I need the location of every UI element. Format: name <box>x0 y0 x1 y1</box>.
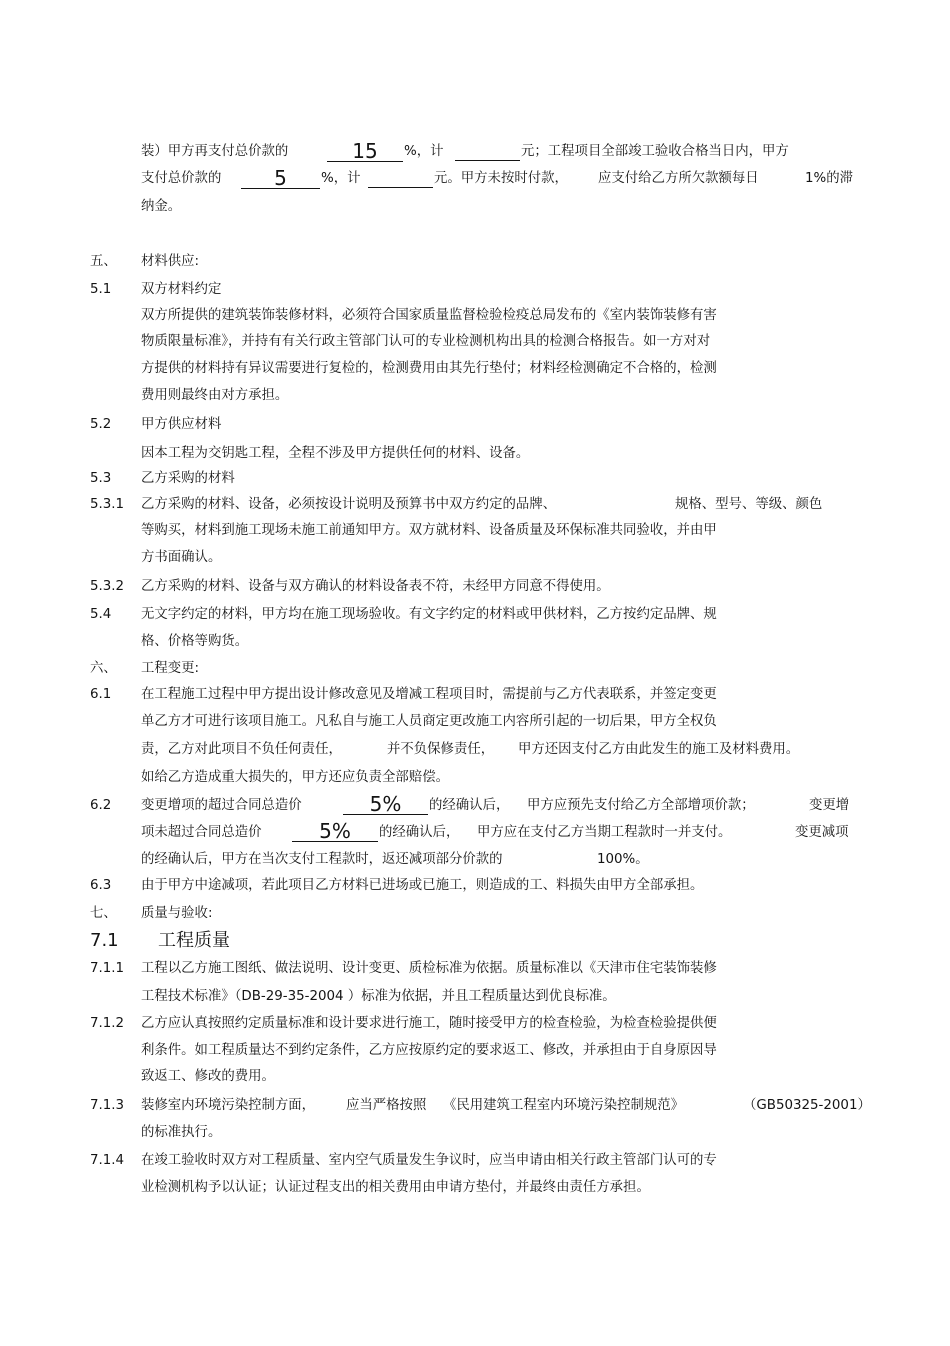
clause-6-2-pct1-field: 5% <box>343 794 428 815</box>
clause-6-2-text-e: 项未超过合同总造价 <box>141 825 262 840</box>
clause-6-2-text-b: 的经确认后， <box>429 798 510 813</box>
clause-7-1-title: 工程质量 <box>158 930 230 951</box>
payment-line2-e: 1%的滞 <box>805 171 854 186</box>
clause-7-1-3-text-a: 装修室内环境污染控制方面， <box>141 1098 316 1113</box>
clause-6-2-number: 6.2 <box>90 798 112 813</box>
clause-5-4-line: 无文字约定的材料，甲方均在施工现场验收。有文字约定的材料或甲供材料，乙方按约定品牌、规 <box>141 607 717 622</box>
clause-7-1-4-line: 在竣工验收时双方对工程质量、室内空气质量发生争议时，应当申请由相关行政主管部门认可的专 <box>141 1153 717 1168</box>
clause-6-2-text-h: 变更减项 <box>795 825 849 840</box>
section-6-title: 工程变更: <box>141 661 200 676</box>
clause-7-1-number: 7.1 <box>90 930 119 951</box>
payment-amount2-blank <box>368 173 433 188</box>
payment-amount1-blank <box>455 146 520 161</box>
payment-pct2-field: 5 <box>241 168 320 189</box>
clause-7-1-1-line: 工程以乙方施工图纸、做法说明、设计变更、质检标准为依据。质量标准以《天津市住宅装饰装修 <box>141 961 717 976</box>
clause-7-1-3-line2: 的标准执行。 <box>141 1125 222 1140</box>
clause-6-2-text-g: 甲方应在支付乙方当期工程款时一并支付。 <box>477 825 732 840</box>
section-5-number: 五、 <box>90 254 117 269</box>
clause-5-3-number: 5.3 <box>90 471 112 486</box>
clause-7-1-4-line: 业检测机构予以认证；认证过程支出的相关费用由申请方垫付，并最终由责任方承担。 <box>141 1180 650 1195</box>
payment-line1-b: %，计 <box>404 144 444 159</box>
clause-6-1-line: 如给乙方造成重大损失的，甲方还应负责全部赔偿。 <box>141 770 449 785</box>
clause-5-3-1-number: 5.3.1 <box>90 497 125 512</box>
clause-6-3-line: 由于甲方中途减项，若此项目乙方材料已进场或已施工，则造成的工、料损失由甲方全部承担。 <box>141 878 704 893</box>
section-6-number: 六、 <box>90 661 117 676</box>
clause-6-1-line3-a: 责，乙方对此项目不负任何责任， <box>141 742 342 757</box>
clause-5-1-line: 费用则最终由对方承担。 <box>141 388 289 403</box>
payment-line2-d: 应支付给乙方所欠款额每日 <box>598 171 759 186</box>
clause-6-3-number: 6.3 <box>90 878 112 893</box>
clause-7-1-3-text-c: 《民用建筑工程室内环境污染控制规范》 <box>443 1098 685 1113</box>
clause-5-1-title: 双方材料约定 <box>141 282 222 297</box>
payment-line2-b: %，计 <box>321 171 361 186</box>
clause-7-1-1-line: 工程技术标准》（DB-29-35-2004 ）标准为依据，并且工程质量达到优良标准。 <box>141 989 616 1004</box>
payment-line1-c: 元；工程项目全部竣工验收合格当日内，甲方 <box>521 144 789 159</box>
clause-6-2-text-f: 的经确认后， <box>379 825 460 840</box>
clause-6-1-number: 6.1 <box>90 687 112 702</box>
clause-5-2-number: 5.2 <box>90 417 112 432</box>
payment-line3: 纳金。 <box>141 199 182 214</box>
clause-7-1-3-text-b: 应当严格按照 <box>346 1098 427 1113</box>
payment-line1-a: 装）甲方再支付总价款的 <box>141 144 289 159</box>
payment-line2-c: 元。甲方未按时付款， <box>434 171 568 186</box>
payment-pct1-field: 15 <box>327 141 403 162</box>
clause-7-1-4-number: 7.1.4 <box>90 1153 125 1168</box>
clause-6-1-line: 单乙方才可进行该项目施工。凡私自与施工人员商定更改施工内容所引起的一切后果，甲方全权负 <box>141 714 717 729</box>
clause-5-1-line: 方提供的材料持有异议需要进行复检的，检测费用由其先行垫付；材料经检测确定不合格的，检测 <box>141 361 717 376</box>
clause-5-3-2-line: 乙方采购的材料、设备与双方确认的材料设备表不符，未经甲方同意不得使用。 <box>141 579 610 594</box>
clause-7-1-1-number: 7.1.1 <box>90 961 125 976</box>
clause-6-2-text-i: 的经确认后，甲方在当次支付工程款时，返还减项部分价款的 <box>141 852 503 867</box>
clause-7-1-2-line: 利条件。如工程质量达不到约定条件，乙方应按原约定的要求返工、修改，并承担由于自身原因导 <box>141 1043 717 1058</box>
clause-6-1-line3-c: 甲方还因支付乙方由此发生的施工及材料费用。 <box>518 742 800 757</box>
section-7-title: 质量与验收: <box>141 906 213 921</box>
clause-5-3-2-number: 5.3.2 <box>90 579 125 594</box>
clause-6-2-text-c: 甲方应预先支付给乙方全部增项价款； <box>527 798 755 813</box>
clause-6-1-line: 在工程施工过程中甲方提出设计修改意见及增减工程项目时，需提前与乙方代表联系，并签定变更 <box>141 687 717 702</box>
section-5-title: 材料供应: <box>141 254 200 269</box>
clause-7-1-3-number: 7.1.3 <box>90 1098 125 1113</box>
clause-5-3-1-line-b: 规格、型号、等级、颜色 <box>675 497 823 512</box>
clause-5-3-1-line: 方书面确认。 <box>141 550 222 565</box>
clause-7-1-3-text-d: （GB50325-2001） <box>743 1098 871 1113</box>
clause-7-1-2-line: 致返工、修改的费用。 <box>141 1069 275 1084</box>
clause-5-2-title: 甲方供应材料 <box>141 417 222 432</box>
clause-6-2-text-d: 变更增 <box>809 798 850 813</box>
clause-7-1-2-number: 7.1.2 <box>90 1016 125 1031</box>
clause-5-4-line: 格、价格等购货。 <box>141 634 249 649</box>
clause-6-2-text-j: 100%。 <box>597 852 649 867</box>
clause-5-2-line: 因本工程为交钥匙工程，全程不涉及甲方提供任何的材料、设备。 <box>141 446 530 461</box>
payment-line2-a: 支付总价款的 <box>141 171 222 186</box>
clause-5-3-title: 乙方采购的材料 <box>141 471 235 486</box>
clause-5-1-line: 双方所提供的建筑装饰装修材料，必须符合国家质量监督检验检疫总局发布的《室内装饰装修有害 <box>141 308 717 323</box>
clause-6-1-line3-b: 并不负保修责任， <box>387 742 495 757</box>
clause-5-4-number: 5.4 <box>90 607 112 622</box>
clause-5-3-1-line-a: 乙方采购的材料、设备，必须按设计说明及预算书中双方约定的品牌、 <box>141 497 557 512</box>
clause-7-1-2-line: 乙方应认真按照约定质量标准和设计要求进行施工，随时接受甲方的检查检验，为检查检验提供便 <box>141 1016 717 1031</box>
clause-5-1-line: 物质限量标准》，并持有有关行政主管部门认可的专业检测机构出具的检测合格报告。如一方对对 <box>141 334 711 349</box>
clause-6-2-pct2-field: 5% <box>292 821 378 842</box>
clause-6-2-text-a: 变更增项的超过合同总造价 <box>141 798 302 813</box>
section-7-number: 七、 <box>90 906 117 921</box>
clause-5-3-1-line: 等购买，材料到施工现场未施工前通知甲方。双方就材料、设备质量及环保标准共同验收，并由甲 <box>141 523 717 538</box>
clause-5-1-number: 5.1 <box>90 282 112 297</box>
